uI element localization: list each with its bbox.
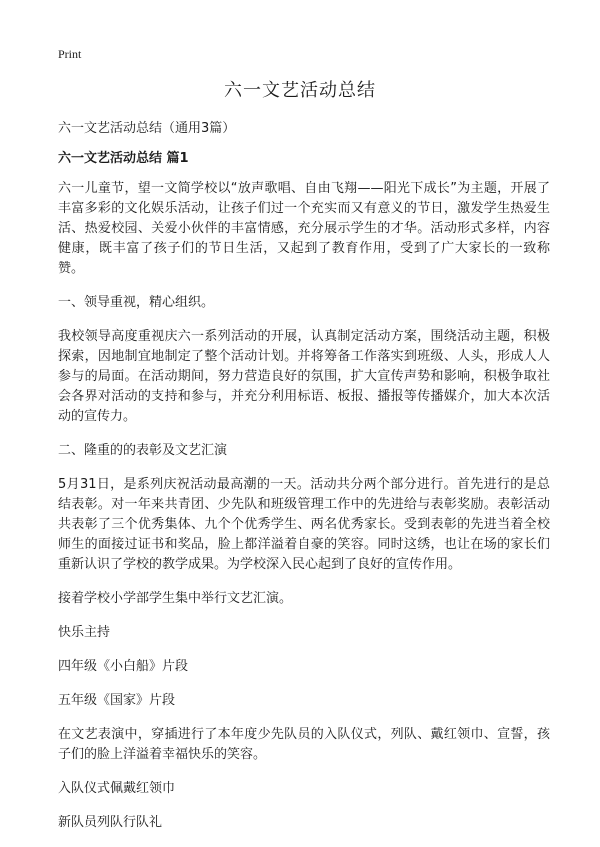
paragraph-leadership: 我校领导高度重视庆六一系列活动的开展，认真制定活动方案，围绕活动主题，积极探索，因地制宜地制定了整个活动计划。并将筹备工作落实到班级、人头，形成人人参与的局面。在活动期间，努力营造良好的氛围，扩大宣传声势和影响，积极争取社会各界对活动的支持和参与，并充分利用标语、板报、播报等传播媒介，加大本次活动的宣传力。 (58, 329, 550, 424)
section-title: 六一文艺活动总结 篇1 (58, 151, 189, 166)
paragraph-intro: 六一儿童节，望一文简学校以“放声歌唱、自由飞翔——阳光下成长”为主题，开展了丰富多彩的文化娱乐活动，让孩子们过一个充实而又有意义的节日，激发学生热爱生活、热爱校园、关爱小伙伴的丰富情感，充分展示学生的才华。活动形式多样，内容健康，既丰富了孩子们的节日生活，又起到了教育作用，受到了广大家长的一致称赞。 (58, 181, 550, 276)
document-subtitle: 六一文艺活动总结（通用3篇） (58, 121, 236, 136)
item-scarf: 入队仪式佩戴红领巾 (58, 781, 176, 796)
heading-ceremony: 二、隆重的的表彰及文艺汇演 (58, 443, 228, 458)
item-grade5: 五年级《国家》片段 (58, 693, 176, 708)
heading-leadership: 一、领导重视，精心组织。 (58, 295, 215, 310)
document-body (58, 119, 550, 847)
item-host: 快乐主持 (58, 625, 111, 640)
paragraph-induction: 在文艺表演中，穿插进行了本年度少先队员的入队仪式，列队、戴红领巾、宣誓，孩子们的脸上洋溢着幸福快乐的笑容。 (58, 727, 550, 762)
item-salute: 新队员列队行队礼 (58, 815, 163, 830)
document-title: 六一文艺活动总结 (224, 80, 376, 101)
print-link[interactable]: Print (58, 47, 82, 61)
paragraph-ceremony: 5月31日，是系列庆祝活动最高潮的一天。活动共分两个部分进行。首先进行的是总结表彰。对一年来共青团、少先队和班级管理工作中的先进给与表彰奖励。表彰活动共表彰了三个优秀集体、九个个优秀学生、两名优秀家长。受到表彰的先进当着全校师生的面接过证书和奖品，脸上都洋溢着自豪的笑容。同时这绣，也让在场的家长们重新认识了学校的教学成果。为学校深入民心起到了良好的宣传作用。 (58, 477, 550, 572)
paragraph-performance: 接着学校小学部学生集中举行文艺汇演。 (58, 591, 293, 606)
item-grade4: 四年级《小白船》片段 (58, 659, 189, 674)
